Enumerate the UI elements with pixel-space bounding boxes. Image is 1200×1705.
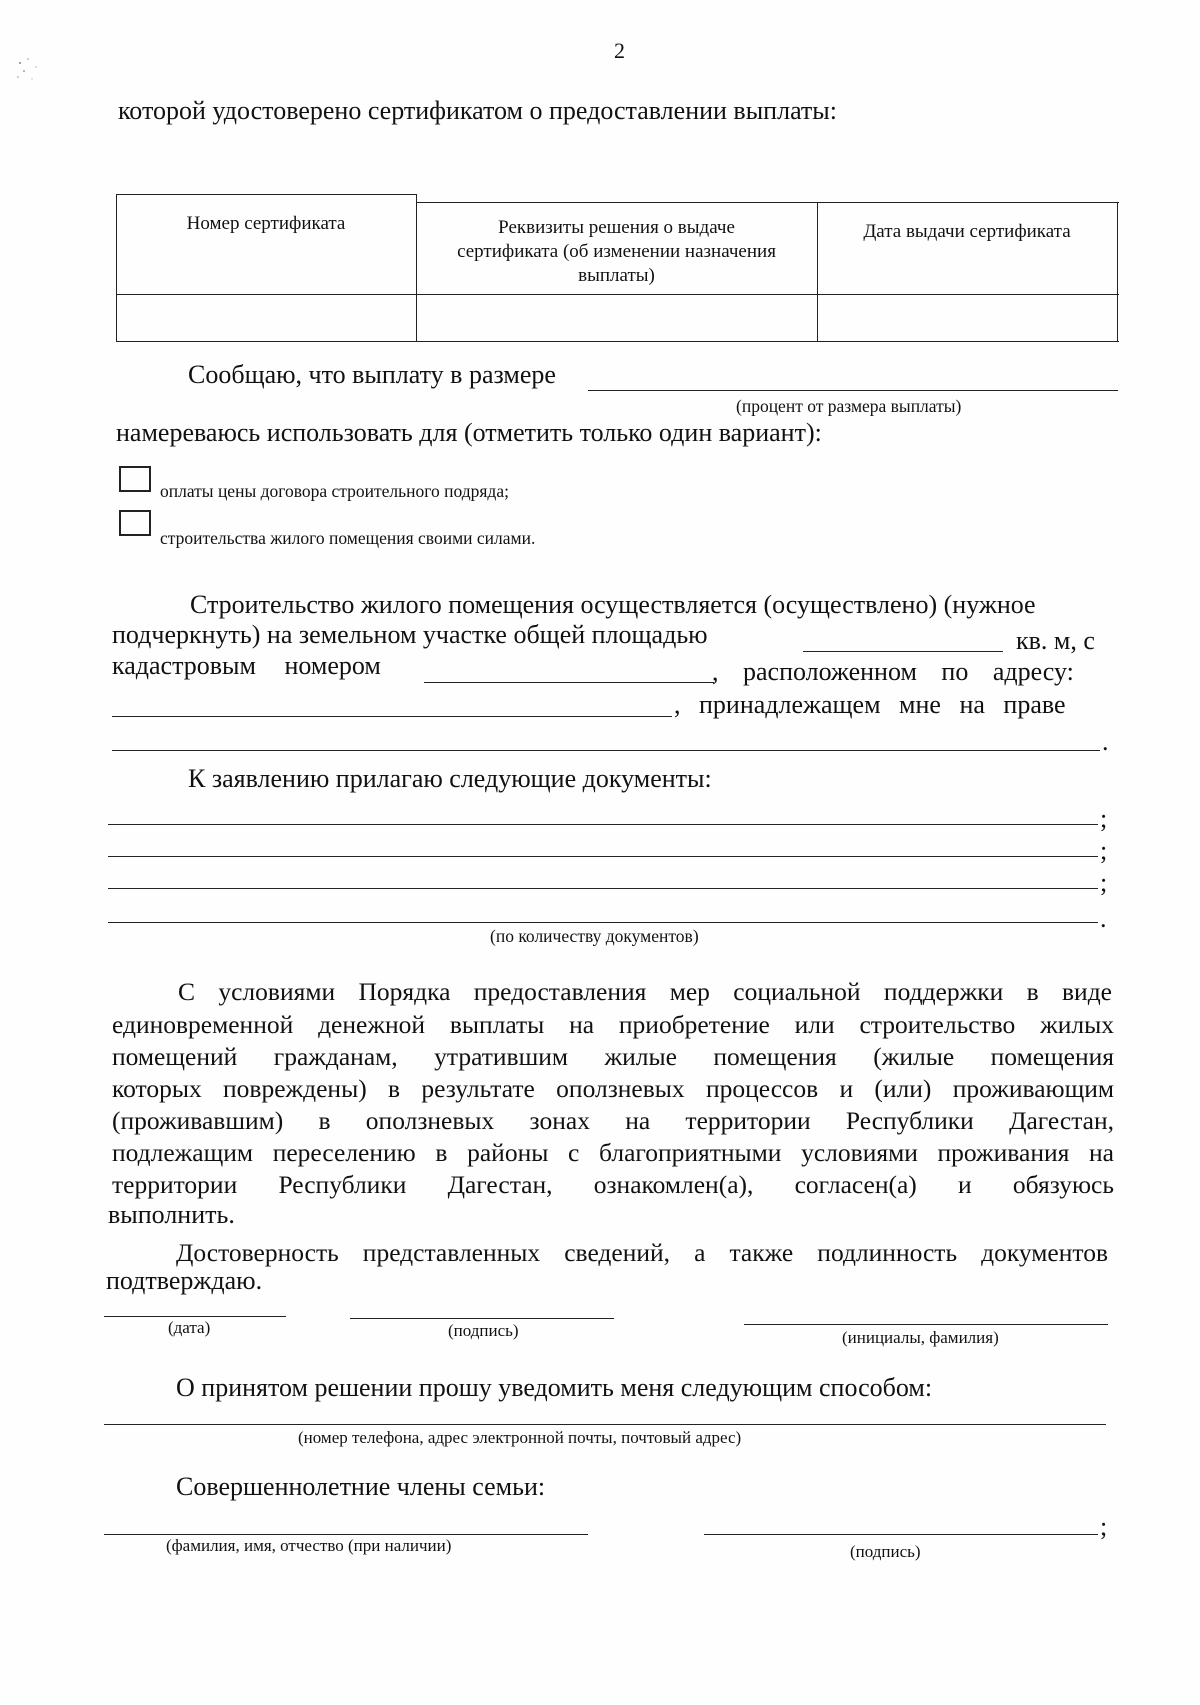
certificate-table: [116, 194, 1119, 350]
construction-line-2b: кв. м, с: [1016, 626, 1095, 655]
document-line-2-end: ;: [1100, 836, 1108, 865]
table-border-right: [1117, 202, 1118, 341]
header-line: Номер сертификата: [186, 213, 346, 234]
date-field[interactable]: [104, 1316, 286, 1317]
header-line: Реквизиты решения о выдаче: [498, 217, 735, 238]
notification-method-field[interactable]: [104, 1424, 1106, 1425]
authenticity-line-1: Достоверность представленных сведений, а также подлинность документов: [176, 1238, 1108, 1267]
table-border-top-right: [416, 202, 1119, 203]
family-member-signature-caption: (подпись): [850, 1542, 921, 1561]
option-self-build-label: строительства жилого помещения своими силами.: [160, 528, 536, 548]
ownership-right-field[interactable]: [112, 750, 1100, 751]
payment-percent-caption: (процент от размера выплаты): [736, 396, 962, 416]
conditions-line: С условиями Порядка предоставления мер социальной поддержки в виде: [178, 977, 1112, 1006]
family-line-end: ;: [1100, 1512, 1108, 1541]
construction-line-3b: , расположенном по адресу:: [712, 657, 1074, 686]
table-cell-issue-date[interactable]: [819, 296, 1115, 340]
payment-statement: Сообщаю, что выплату в размере: [188, 360, 556, 389]
conditions-line: которых повреждены) в результате оползневых процессов и (или) проживающим: [112, 1074, 1114, 1103]
table-header-issue-date: [817, 220, 1117, 244]
document-line-3[interactable]: [108, 888, 1098, 889]
table-header-divider: [116, 294, 1119, 295]
table-cell-certificate-number[interactable]: [118, 296, 414, 340]
family-member-name-field[interactable]: [104, 1534, 588, 1535]
option-contract-checkbox[interactable]: [119, 466, 151, 492]
conditions-line: подлежащим переселению в районы с благоприятными условиями проживания на: [112, 1138, 1114, 1167]
payment-intent: намереваюсь использовать для (отметить только один вариант):: [116, 418, 822, 447]
construction-line-4: , принадлежащем мне на праве: [674, 690, 1066, 719]
table-cell-decision-details[interactable]: [418, 296, 815, 340]
table-header-decision-details: [416, 216, 817, 288]
document-line-1[interactable]: [108, 824, 1098, 825]
address-field[interactable]: [112, 716, 672, 717]
notification-text: О принятом решении прошу уведомить меня следующим способом:: [176, 1373, 933, 1402]
table-header-certificate-number: [116, 212, 416, 236]
notification-caption: (номер телефона, адрес электронной почты, почтовый адрес): [298, 1428, 742, 1447]
page-number: 2: [614, 38, 625, 63]
family-member-signature-field[interactable]: [704, 1534, 1098, 1535]
document-line-3-end: ;: [1100, 868, 1108, 897]
table-border-top-left: [116, 194, 416, 195]
initials-surname-field[interactable]: [744, 1324, 1108, 1325]
construction-line-1: Строительство жилого помещения осуществляется (осуществлено) (нужное: [190, 590, 1036, 619]
cadastral-number-field[interactable]: [424, 682, 714, 683]
table-border-bottom: [116, 341, 1119, 342]
conditions-line: помещений гражданам, утратившим жилые помещения (жилые помещения: [112, 1042, 1114, 1071]
signature-caption: (подпись): [448, 1321, 519, 1340]
scan-speckle-mark: [14, 55, 54, 95]
option-self-build-checkbox[interactable]: [119, 510, 151, 536]
signature-field[interactable]: [350, 1318, 614, 1319]
construction-line-2a: подчеркнуть) на земельном участке общей площадью: [112, 620, 708, 649]
conditions-last-line: выполнить.: [108, 1200, 235, 1229]
document-line-4-end: .: [1100, 904, 1107, 933]
authenticity-line-2: подтверждаю.: [106, 1266, 263, 1295]
family-member-name-caption: (фамилия, имя, отчество (при наличии): [166, 1536, 452, 1555]
intro-line: которой удостоверено сертификатом о предоставлении выплаты:: [118, 96, 837, 125]
conditions-line: единовременной денежной выплаты на приобретение или строительство жилых: [112, 1010, 1114, 1039]
document-line-2[interactable]: [108, 856, 1098, 857]
construction-line-3a: кадастровым номером: [112, 651, 381, 680]
document-line-4[interactable]: [108, 922, 1098, 923]
documents-heading: К заявлению прилагаю следующие документы:: [188, 764, 712, 793]
land-area-field[interactable]: [803, 651, 1003, 652]
construction-end: .: [1102, 727, 1109, 756]
option-contract-label: оплаты цены договора строительного подряда;: [160, 481, 509, 501]
payment-percent-field[interactable]: [588, 390, 1118, 391]
header-line: сертификата (об изменении назначения: [457, 241, 776, 262]
date-caption: (дата): [168, 1318, 211, 1337]
document-line-1-end: ;: [1100, 804, 1108, 833]
family-heading: Совершеннолетние члены семьи:: [176, 1472, 546, 1501]
initials-surname-caption: (инициалы, фамилия): [842, 1328, 999, 1347]
documents-caption: (по количеству документов): [490, 926, 699, 946]
conditions-line: (проживавшим) в оползневых зонах на территории Республики Дагестан,: [112, 1106, 1114, 1135]
conditions-line: территории Республики Дагестан, ознакомлен(а), согласен(а) и обязуюсь: [112, 1170, 1114, 1199]
header-line: выплаты): [578, 265, 655, 286]
header-line: Дата выдачи сертификата: [863, 221, 1071, 242]
